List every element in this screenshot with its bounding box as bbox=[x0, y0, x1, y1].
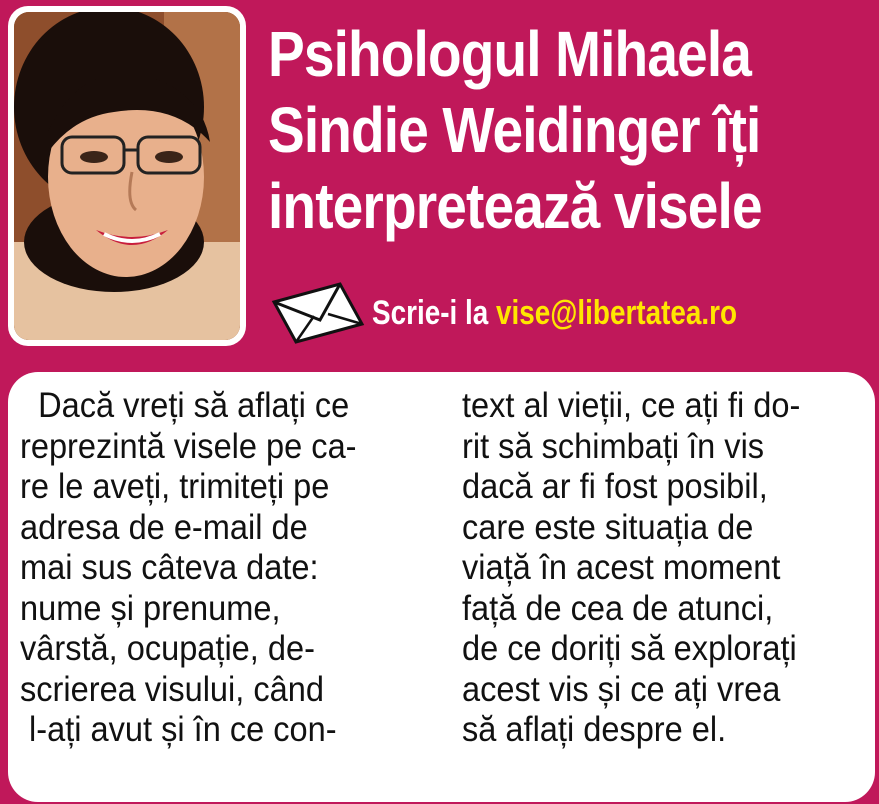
text-line: rit să schimbați în vis bbox=[462, 426, 765, 466]
text-line: text al vieții, ce ați fi do- bbox=[462, 386, 801, 425]
text-line: scrierea visului, când bbox=[20, 669, 324, 709]
contact-line bbox=[270, 280, 817, 346]
text-line: dacă ar fi fost posibil, bbox=[462, 467, 768, 506]
text-line: care este situația de bbox=[462, 507, 754, 547]
title-line-2: Sindie Weidinger îți bbox=[268, 94, 761, 166]
title-line-3: interpretează visele bbox=[268, 170, 762, 242]
article-column-2 bbox=[462, 386, 800, 751]
text-line: viață în acest moment bbox=[462, 548, 781, 587]
envelope-icon bbox=[270, 280, 366, 346]
portrait-photo bbox=[8, 6, 246, 346]
text-line: Dacă vreți să aflați ce bbox=[20, 386, 350, 425]
text-line: reprezintă visele pe ca- bbox=[20, 426, 357, 466]
page-title bbox=[268, 16, 793, 244]
contact-text bbox=[372, 294, 737, 333]
text-line: nume și prenume, bbox=[20, 588, 281, 628]
text-line: mai sus câteva date: bbox=[20, 548, 319, 587]
text-line: adresa de e-mail de bbox=[20, 507, 308, 547]
text-line: să aflați despre el. bbox=[462, 710, 727, 749]
title-line-1: Psihologul Mihaela bbox=[268, 18, 751, 90]
text-line: re le aveți, trimiteți pe bbox=[20, 467, 330, 506]
article-body bbox=[8, 372, 875, 802]
text-line: l-ați avut și în ce con- bbox=[20, 710, 337, 749]
article-column-1 bbox=[20, 386, 357, 751]
contact-label: Scrie-i la bbox=[372, 293, 496, 332]
text-line: acest vis și ce ați vrea bbox=[462, 669, 781, 709]
text-line: față de cea de atunci, bbox=[462, 588, 774, 628]
text-line: de ce doriți să explorați bbox=[462, 629, 797, 668]
portrait-illustration bbox=[14, 12, 240, 340]
text-line: vârstă, ocupație, de- bbox=[20, 629, 315, 668]
contact-email-link[interactable]: vise@libertatea.ro bbox=[495, 293, 738, 332]
